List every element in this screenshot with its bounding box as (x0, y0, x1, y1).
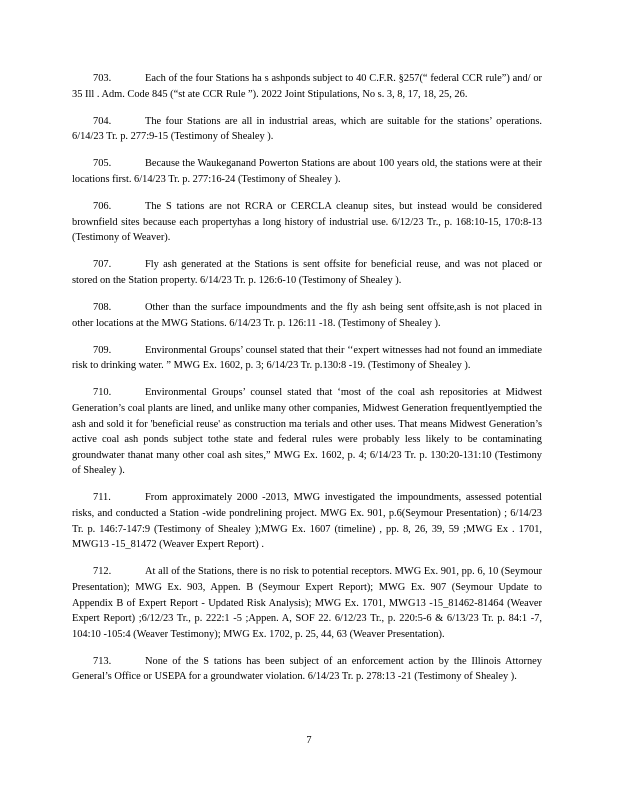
paragraph-712 (72, 564, 542, 642)
paragraph-711 (72, 490, 542, 552)
document-body (72, 71, 542, 697)
paragraph-text: None of the S tations has been subject of an enforcement action by the Illinois Attorney General’s Office or USEPA for a groundwater violation. 6/14/23 Tr. p. 278:13 -21 (Testimony of Shealey ). (72, 655, 542, 683)
paragraph-number: 707. (93, 259, 112, 271)
paragraph-number: 705. (93, 158, 112, 170)
paragraph-709 (72, 343, 542, 374)
paragraph-713 (72, 654, 542, 685)
paragraph-704 (72, 114, 542, 145)
paragraph-number: 706. (93, 201, 112, 213)
paragraph-text: From approximately 2000 -2013, MWG investigated the impoundments, assessed potential risks, and conducted a Station -wide pondrelining project. MWG Ex. 901, p.6(Seymour Presentation) ; 6/14/23 Tr. p. 146:7-147:9 (Testimony of Shealey );MWG Ex. 1607 (timeline) , pp. 8, 26, 39, 59 ;MWG Ex . 1701, MWG13 -15_81472 (Weaver Expert Report) . (72, 492, 542, 551)
paragraph-number: 713. (93, 655, 112, 667)
paragraph-number: 703. (93, 73, 112, 84)
paragraph-710 (72, 385, 542, 479)
paragraph-text: Because the Waukeganand Powerton Stations are about 100 years old, the stations were at their locations first. 6/14/23 Tr. p. 277:16-24 (Testimony of Shealey ). (72, 158, 542, 185)
paragraph-text: Environmental Groups’ counsel stated that ‘most of the coal ash repositories at Midwest Generation’s coal plants are lined, and unlike many other companies, Midwest Generation frequentlyemptied the ash and sold it for 'beneficial reuse' as construction ma terials and other uses. That means Midwest Generation’s active coal ash ponds subject tothe state and federal rules were probably less likely to be contaminating groundwater thanat many other coal ash sites,” MWG Ex. 1602, p. 4; 6/14/23 Tr. p. 130:20-131:10 (Testimony of Shealey ). (72, 387, 542, 477)
paragraph-text: The S tations are not RCRA or CERCLA cleanup sites, but instead would be considered brownfield sites because each propertyhas a long history of industrial use. 6/12/23 Tr., p. 168:10-15, 170:8-13 (Testimony of Weaver). (72, 201, 542, 244)
paragraph-708 (72, 300, 542, 331)
paragraph-text: Fly ash generated at the Stations is sent offsite for beneficial reuse, and was not placed or stored on the Station property. 6/14/23 Tr. p. 126:6-10 (Testimony of Shealey ). (72, 259, 542, 286)
paragraph-number: 710. (93, 387, 112, 399)
page-number: 7 (306, 735, 312, 746)
paragraph-703 (72, 71, 542, 102)
paragraph-text: Other than the surface impoundments and the fly ash being sent offsite,ash is not placed in other locations at the MWG Stations. 6/14/23 Tr. p. 126:11 -18. (Testimony of Shealey ). (72, 302, 542, 329)
paragraph-number: 708. (93, 302, 112, 314)
paragraph-706 (72, 199, 542, 246)
paragraph-707 (72, 257, 542, 288)
paragraph-text: Environmental Groups’ counsel stated that their ‘‘expert witnesses had not found an immediate risk to drinking water. ” MWG Ex. 1602, p. 3; 6/14/23 Tr. p.130:8 -19. (Testimony of Shealey ). (72, 344, 542, 372)
paragraph-text: At all of the Stations, there is no risk to potential receptors. MWG Ex. 901, pp. 6, 10 (Seymour Presentation); MWG Ex. 903, Appen. B (Seymour Expert Report); MWG Ex. 907 (Seymour Update to Appendix B of Expert Report - Updated Risk Analysis); MWG Ex. 1701, MWG13 -15_81462-81464 (Weaver Expert Report) ;6/12/23 Tr., p. 222:1 -5 ;Appen. A, SOF 22. 6/12/23 Tr., p. 220:5-6 & 6/13/23 Tr. p. 84:1 -7, 104:10 -105:4 (Weaver Testimony); MWG Ex. 1702, p. 25, 44, 63 (Weaver Presentation). (72, 566, 542, 640)
paragraph-text: Each of the four Stations ha s ashponds subject to 40 C.F.R. §257(“ federal CCR rule”) and/ or 35 Ill . Adm. Code 845 (“st ate CCR Rule ”). 2022 Joint Stipulations, No s. 3, 8, 17, 18, 25, 26. (72, 73, 542, 100)
paragraph-text: The four Stations are all in industrial areas, which are suitable for the stations’ operations. 6/14/23 Tr. p. 277:9-15 (Testimony of Shealey ). (72, 115, 542, 143)
paragraph-number: 712. (93, 566, 112, 578)
paragraph-number: 711. (93, 492, 111, 504)
paragraph-number: 704. (93, 115, 112, 127)
paragraph-705 (72, 156, 542, 187)
paragraph-number: 709. (93, 344, 112, 356)
